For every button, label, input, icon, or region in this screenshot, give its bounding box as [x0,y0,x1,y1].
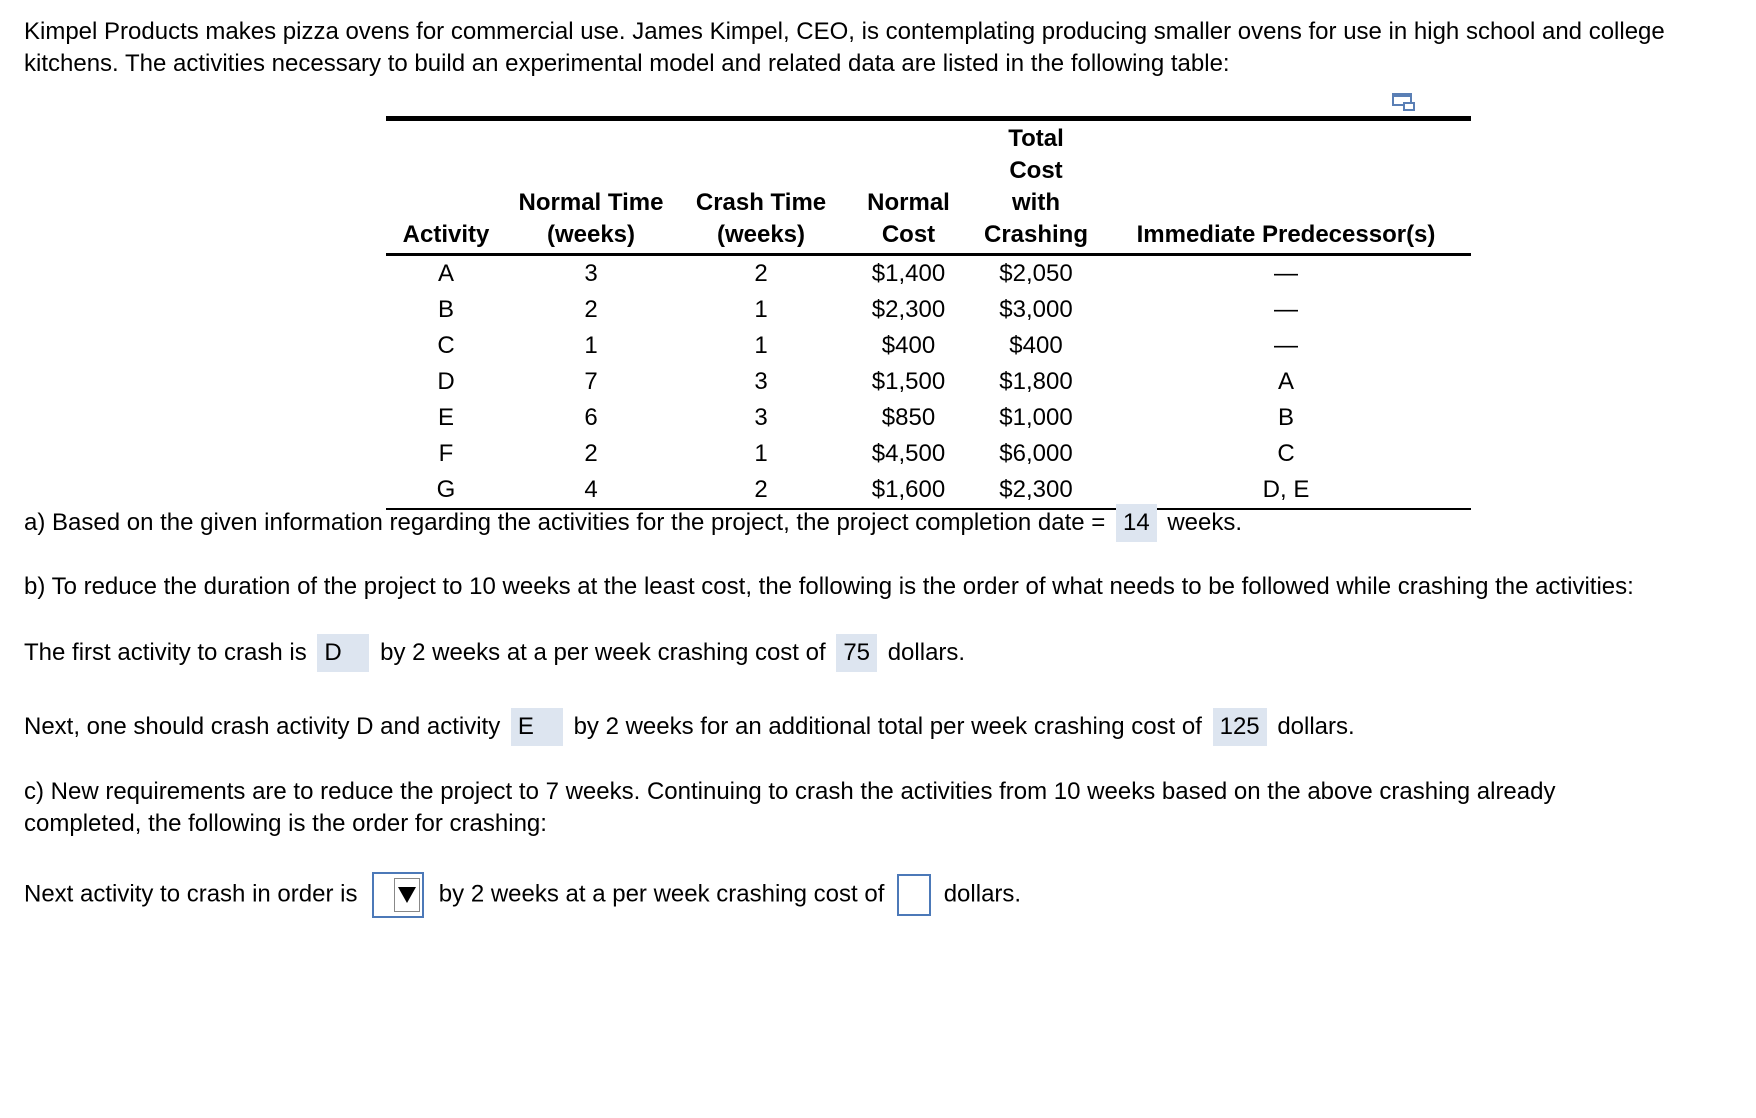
part-c-intro-line1: c) New requirements are to reduce the project to 7 weeks. Continuing to crash the activities from 10 weeks based on the above crashing already [24,778,1556,805]
cell-normal-time: 7 [584,368,598,395]
cell-total-cost: $1,800 [999,368,1073,395]
part-c-next-middle: by 2 weeks at a per week crashing cost of [438,880,885,908]
cell-crash-time: 3 [754,368,768,395]
cell-normal-cost: $1,500 [871,368,946,395]
header-activity: Activity [386,120,506,255]
cell-normal-time: 3 [584,260,598,287]
completion-date-answer[interactable]: 14 [1116,504,1157,542]
dropdown-arrow-icon[interactable] [394,878,420,912]
cell-activity: A [437,260,454,287]
cell-normal-cost: $400 [881,332,936,359]
part-b-intro: b) To reduce the duration of the project to 10 weeks at the least cost, the following is the order of what needs to be followed while crashing the activities: [24,573,1634,600]
activity-table [386,116,1471,510]
header-normal-cost: Normal Cost [846,120,971,255]
first-cost-answer[interactable]: 75 [836,634,877,672]
cell-total-cost: $6,000 [999,440,1073,467]
cell-predecessors: — [1274,296,1298,323]
crash-cost-input[interactable] [897,874,931,916]
cell-total-cost: $3,000 [999,296,1073,323]
part-b-next-suffix: dollars. [1277,713,1355,740]
cell-normal-time: 6 [584,404,598,431]
table-row [386,436,1471,472]
cell-total-cost: $1,000 [999,404,1073,431]
table-row [386,292,1471,328]
part-b-first-suffix: dollars. [887,639,966,666]
cell-activity: B [437,296,454,323]
part-a-line [24,504,1242,542]
cell-normal-cost: $2,300 [871,296,946,323]
part-a-suffix: weeks. [1167,509,1243,536]
cell-normal-cost: $1,400 [871,260,946,287]
copy-table-icon[interactable] [1392,92,1416,112]
cell-normal-cost: $4,500 [871,440,946,467]
cell-activity: G [386,472,506,509]
cell-predecessors: — [1274,332,1298,359]
table-row [386,400,1471,436]
cell-predecessors: D, E [1101,472,1471,509]
header-normal-time: Normal Time (weeks) [506,120,676,255]
header-immediate-predecessors: Immediate Predecessor(s) [1101,120,1471,255]
cell-normal-cost: $850 [881,404,936,431]
part-b-next-prefix: Next, one should crash activity D and activity [24,713,501,740]
part-a-prefix: a) Based on the given information regarding the activities for the project, the project completion date = [24,509,1106,536]
part-b-next-middle: by 2 weeks for an additional total per week crashing cost of [573,713,1202,740]
cell-predecessors: B [1277,404,1294,431]
cell-normal-time: 4 [506,472,676,509]
cell-predecessors: A [1277,368,1294,395]
cell-predecessors: — [1274,260,1298,287]
cell-activity: F [438,440,454,467]
next-activity-answer[interactable]: E [511,708,563,746]
part-b-first-line [24,634,965,672]
cell-activity: E [437,404,454,431]
part-c-next-suffix: dollars. [943,880,1022,908]
cell-crash-time: 2 [754,260,768,287]
cell-crash-time: 2 [676,472,846,509]
part-b-first-middle: by 2 weeks at a per week crashing cost of [380,639,826,666]
part-c-next-prefix: Next activity to crash in order is [24,880,358,908]
cell-normal-time: 1 [584,332,598,359]
table-row [386,364,1471,400]
cell-normal-time: 2 [584,440,598,467]
cell-normal-time: 2 [584,296,598,323]
first-activity-answer[interactable]: D [317,634,369,672]
part-b-first-prefix: The first activity to crash is [24,639,307,666]
part-c-next-line [24,872,1021,918]
table-row [386,328,1471,364]
cell-total-cost: $400 [1009,332,1063,359]
cell-activity: D [437,368,455,395]
cell-activity: C [437,332,455,359]
cell-total-cost: $2,300 [971,472,1101,509]
cell-crash-time: 1 [754,296,768,323]
activity-table-container [386,116,1471,510]
next-activity-dropdown[interactable] [372,872,424,918]
part-b-next-line [24,708,1355,746]
next-cost-answer[interactable]: 125 [1213,708,1267,746]
cell-crash-time: 3 [754,404,768,431]
table-row [386,255,1471,293]
header-crash-time: Crash Time (weeks) [676,120,846,255]
part-c-intro-line2: completed, the following is the order for crashing: [24,810,547,837]
cell-normal-cost: $1,600 [846,472,971,509]
cell-total-cost: $2,050 [999,260,1073,287]
problem-intro: Kimpel Products makes pizza ovens for commercial use. James Kimpel, CEO, is contemplating producing smaller ovens for use in high school and college kitchens. The activities necessary to build an experimental model and related data are listed in the following table: [24,18,1665,77]
cell-crash-time: 1 [754,440,768,467]
header-total-cost-crashing: Total Cost with Crashing [971,120,1101,255]
cell-crash-time: 1 [754,332,768,359]
cell-predecessors: C [1277,440,1295,467]
